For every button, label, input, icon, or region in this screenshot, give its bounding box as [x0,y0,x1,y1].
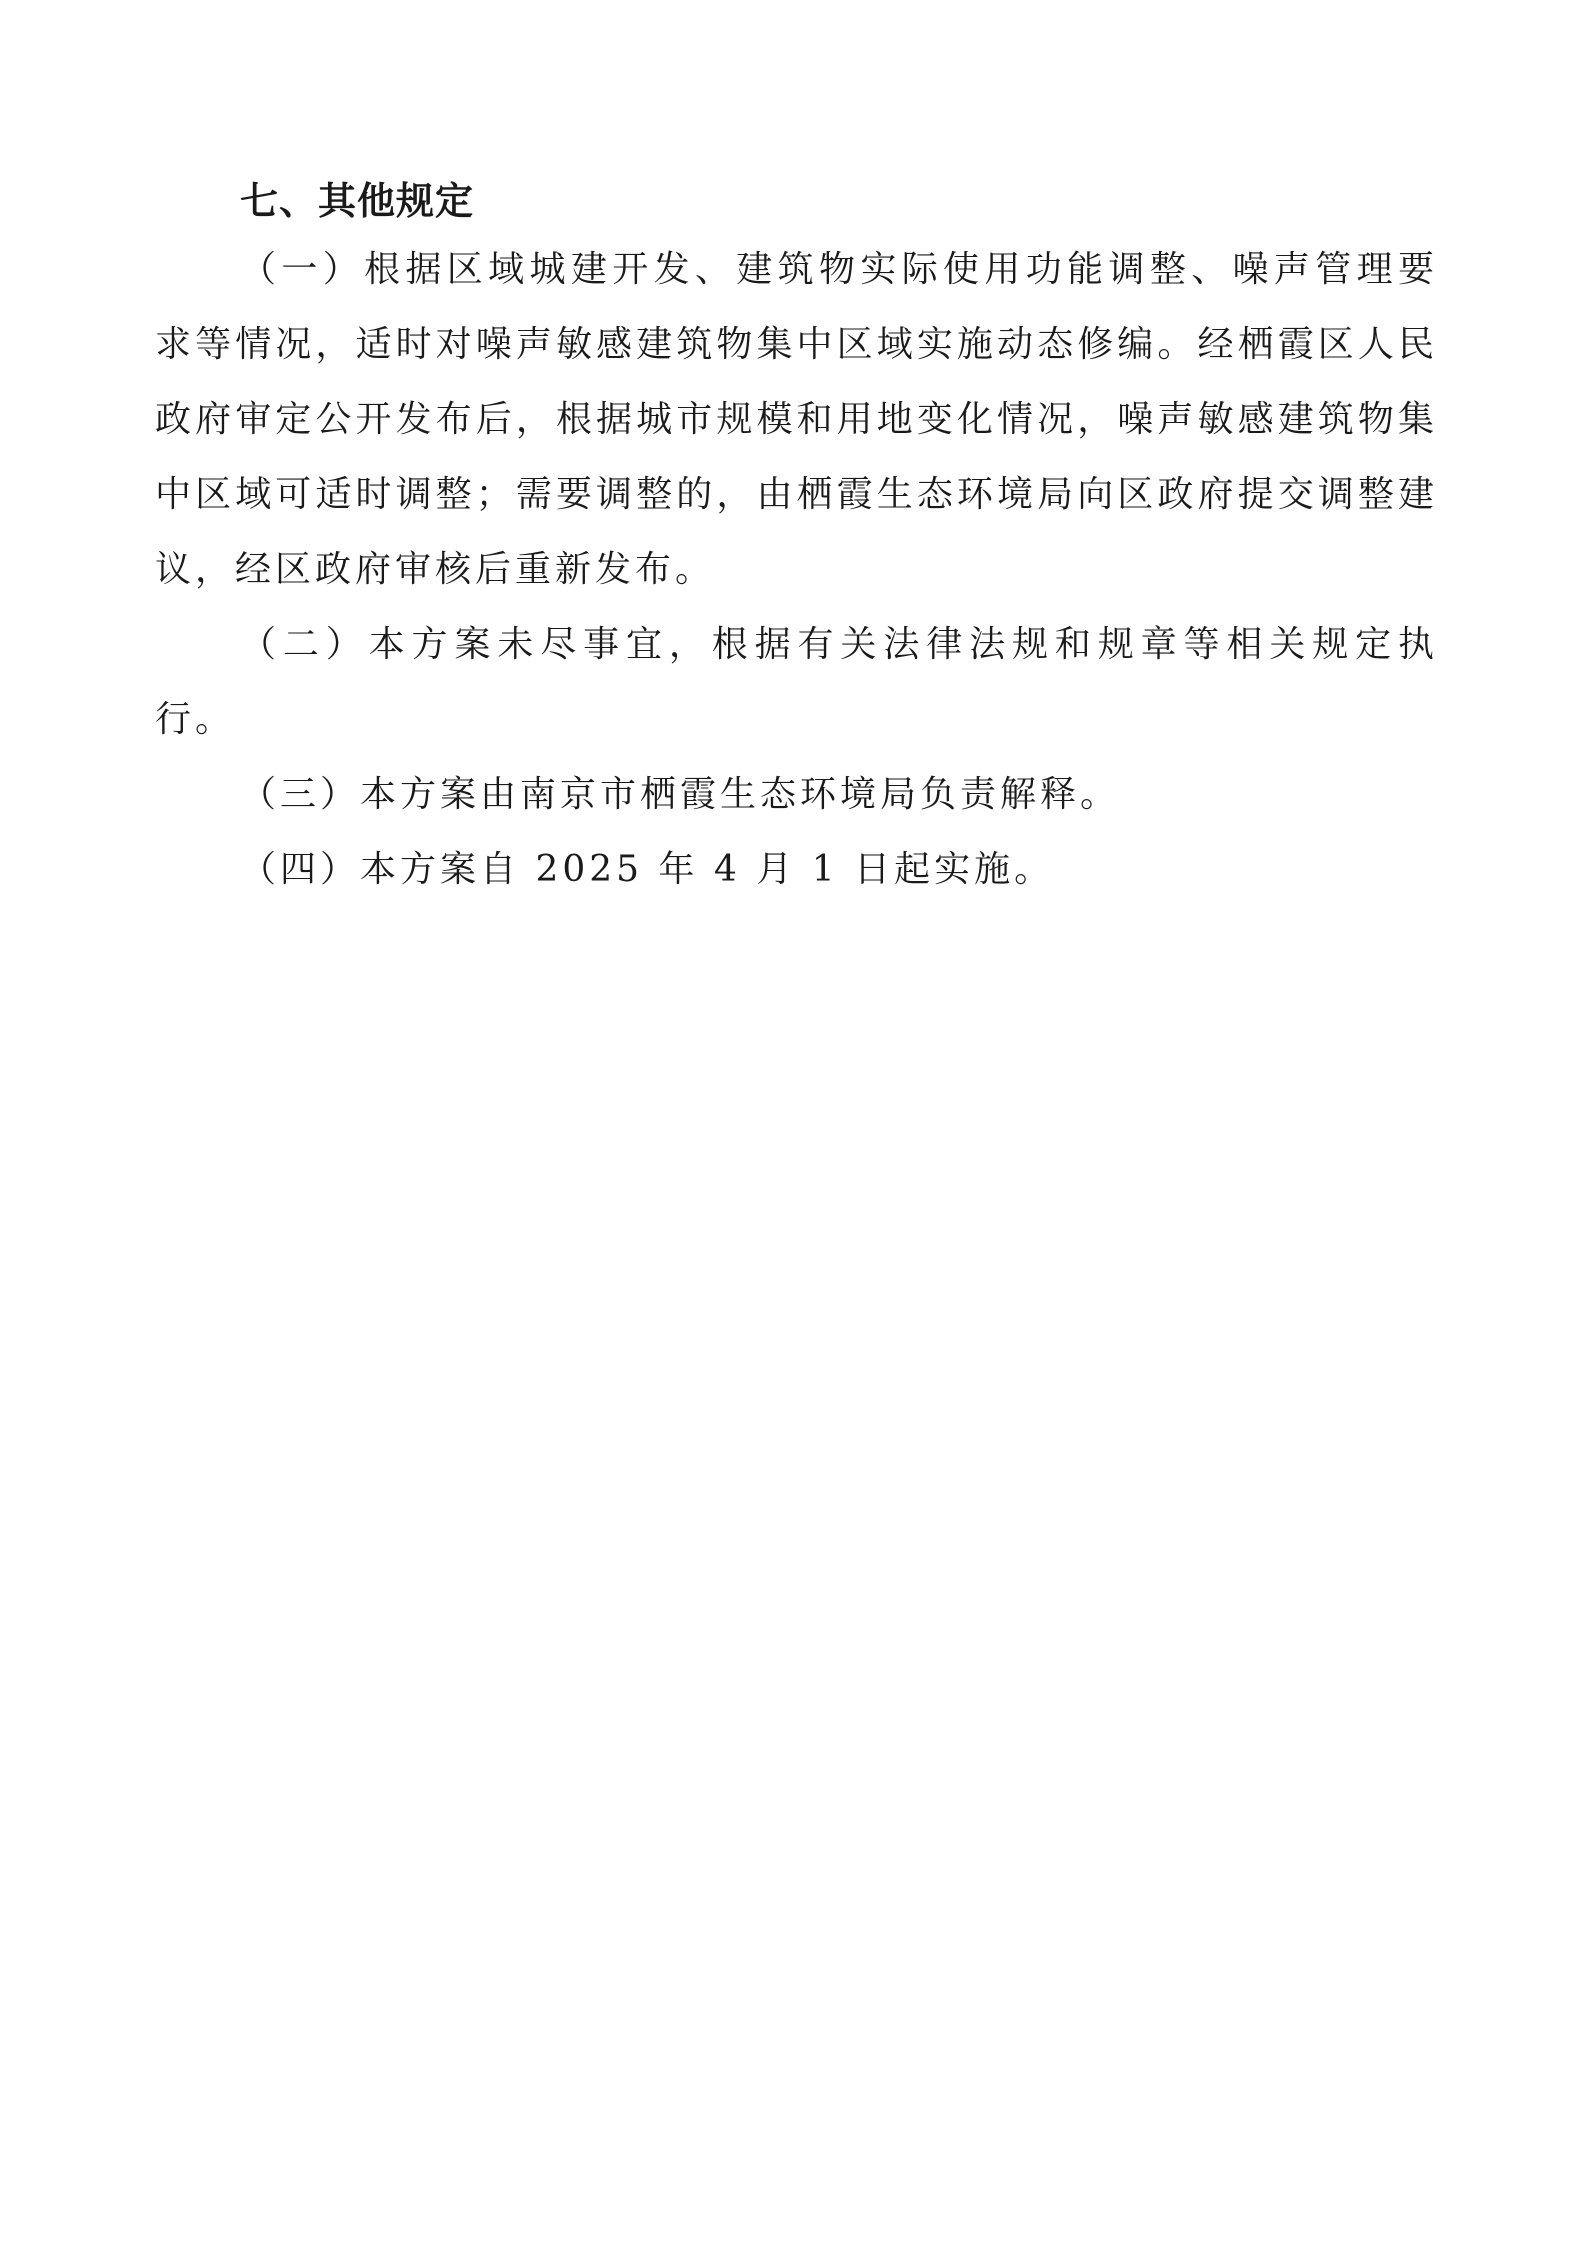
section-heading: 七、其他规定 [240,179,475,223]
document-body [155,170,1438,907]
paragraph-4: （四）本方案自 2025 年 4 月 1 日起实施。 [240,849,1055,890]
paragraph-3: （三）本方案由南京市栖霞生态环境局负责解释。 [240,774,1121,815]
paragraph-1: （一）根据区域城建开发、建筑物实际使用功能调整、噪声管理要求等情况，适时对噪声敏感建筑物集中区域实施动态修编。经栖霞区人民政府审定公开发布后，根据城市规模和用地变化情况，噪声敏感建筑物集中区域可适时调整；需要调整的，由栖霞生态环境局向区政府提交调整建议，经区政府审核后重新发布。 [155,249,1438,590]
paragraph-2: （二）本方案未尽事宜，根据有关法律法规和规章等相关规定执行。 [155,624,1438,740]
